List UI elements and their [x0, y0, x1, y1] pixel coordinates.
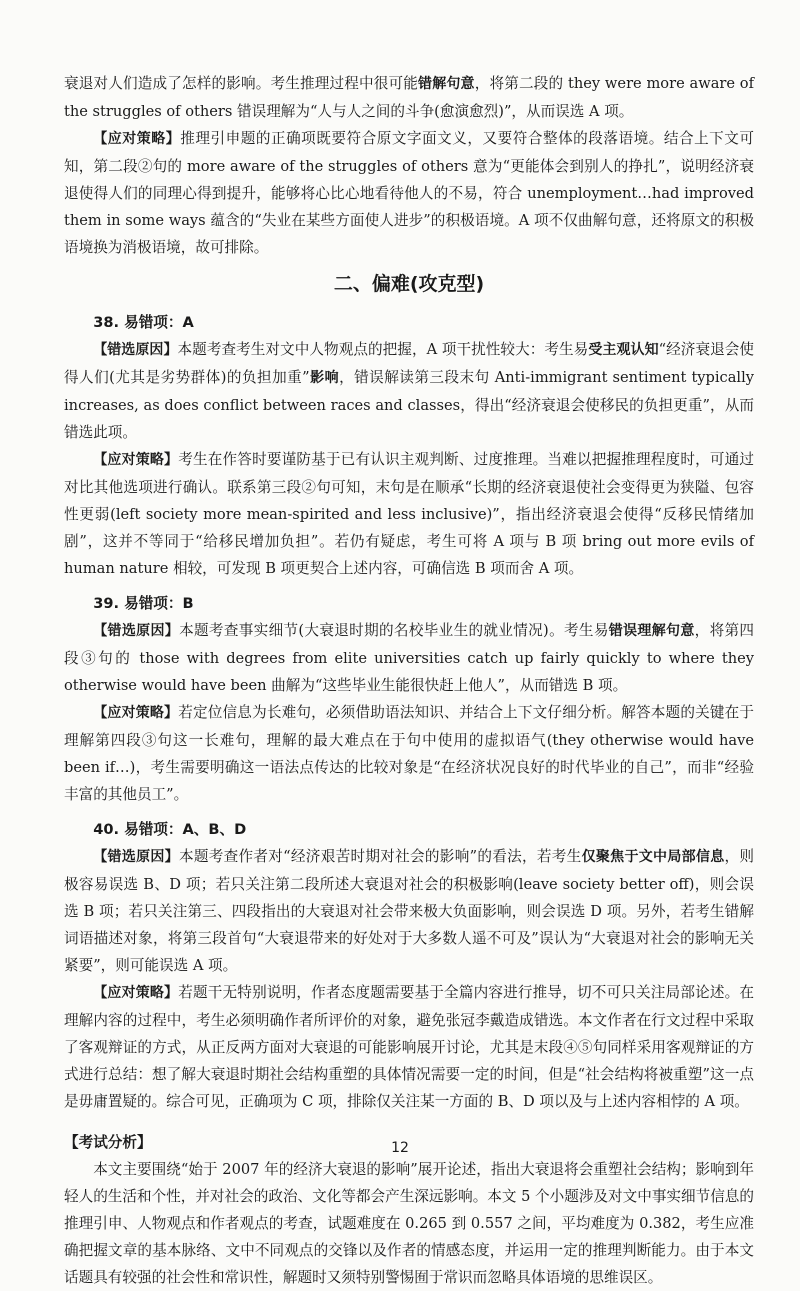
- section-title: 二、偏难(攻克型): [333, 273, 485, 295]
- strategy-text: 推理引申题的正确项既要符合原文字面文义，又要符合整体的段落语境。结合上下文可知，第二段②句的 more aware of the struggles of others 意为“更能体会到别人的挣扎”，说明经济衰退使得人们的同理心得到提升，能够将心比心地看待他人的不易，符合 unemployment…had improved them in some ways 蕴含的“失业在某些方面使人进步”的积极语境。A 项不仅曲解句意，还将原文的积极语境换为消极语境，故可排除。: [64, 130, 754, 256]
- q38-reason-c: “经济衰退会使得人们(尤其是劣势群体)的负担加重”: [64, 341, 755, 386]
- page-number: 12: [391, 1140, 409, 1156]
- q39-strategy-paragraph: [64, 699, 754, 808]
- reason-label: 【错选原因】: [93, 623, 180, 639]
- q38-reason-e: ，错误解读第三段末句 Anti-immigrant sentiment typically increases, as does conflict between races and classes，得出“经济衰退会使移民的负担更重”，从而错选此项。: [64, 369, 755, 441]
- q38-reason-paragraph: [64, 336, 754, 446]
- intro-text-c: ，将第二段的 they were more aware of the struggles of others 错误理解为“人与人之间的斗争(愈演愈烈)”，从而误选 A 项。: [64, 75, 754, 120]
- q40-reason-paragraph: [64, 843, 754, 979]
- q39-reason-emphasis: 错误理解句意: [608, 623, 695, 639]
- q38-title: 38. 易错项：A: [93, 314, 194, 331]
- q40-reason-a: 本题考查作者对“经济艰苦时期对社会的影响”的看法，若考生: [178, 848, 582, 865]
- q40-strategy-paragraph: [64, 979, 754, 1115]
- q38-strategy-paragraph: [64, 446, 754, 582]
- reason-label: 【错选原因】: [93, 849, 179, 865]
- q38-strategy-text: 考生在作答时要谨防基于已有认识主观判断、过度推理。当难以把握推理程度时，可通过对比其他选项进行确认。联系第三段②句可知，末句是在顺承“长期的经济衰退使社会变得更为狭隘、包容性更弱(left society more mean-spirited and less inclusive)”，指出经济衰退会使得“反移民情绪加剧”，这并不等同于“给移民增加负担”。若仍有疑虑，考生可将 A 项与 B 项 bring out more evils of human nature 相较，可发现 B 项更契合上述内容，可确信选 B 项而舍 A 项。: [64, 451, 754, 577]
- q38-reason-emphasis-2: 影响: [309, 370, 340, 386]
- strategy-label: 【应对策略】: [93, 452, 179, 468]
- q38-reason-emphasis-1: 受主观认知: [588, 342, 659, 358]
- exam-analysis-text: 本文主要围绕“始于 2007 年的经济大衰退的影响”展开论述，指出大衰退将会重塑社会结构；影响到年轻人的生活和个性，并对社会的政治、文化等都会产生深远影响。本文 5 个小题涉及对文中事实细节信息的推理引申、人物观点和作者观点的考查，试题难度在 0.265 到 0.557 之间，平均难度为 0.382，考生应准确把握文章的基本脉络、文中不同观点的交锋以及作者的情感态度，并运用一定的推理判断能力。由于本文话题具有较强的社会性和常识性，解题时又须特别警惕囿于常识而忽略具体语境的思维误区。: [64, 1161, 754, 1286]
- q39-strategy-text: 若定位信息为长难句，必须借助语法知识、并结合上下文仔细分析。解答本题的关键在于理解第四段③句这一长难句，理解的最大难点在于句中使用的虚拟语气(they otherwise would have been if…)，考生需要明确这一语法点传达的比较对象是“在经济状况良好的时代毕业的自己”，而非“经验丰富的其他员工”。: [64, 704, 754, 803]
- intro-paragraph: [64, 70, 754, 125]
- intro-emphasis: 错解句意: [418, 76, 475, 92]
- q39-reason-a: 本题考查事实细节(大衰退时期的名校毕业生的就业情况)。考生易: [179, 622, 609, 639]
- exam-analysis-heading: 【考试分析】: [64, 1134, 152, 1151]
- document-body: [64, 70, 754, 1291]
- strategy-label: 【应对策略】: [93, 705, 179, 721]
- q40-reason-c: ，则极容易误选 B、D 项；若只关注第二段所述大衰退对社会的积极影响(leave society better off)，则会误选 B 项；若只关注第三、四段指出的大衰退对社会带来极大负面影响，则会误选 D 项。另外，若考生错解词语描述对象，将第三段首句“大衰退带来的好处对于大多数人遥不可及”误认为“大衰退对社会的影响无关紧要”，则可能误选 A 项。: [64, 848, 754, 974]
- reason-label: 【错选原因】: [93, 342, 178, 358]
- q40-title: 40. 易错项：A、B、D: [93, 821, 247, 838]
- q39-reason-paragraph: [64, 617, 754, 699]
- intro-strategy-paragraph: [64, 125, 754, 261]
- q40-strategy-text: 若题干无特别说明，作者态度题需要基于全篇内容进行推导，切不可只关注局部论述。在理解内容的过程中，考生必须明确作者所评价的对象，避免张冠李戴造成错选。本文作者在行文过程中采取了客观辩证的方式，从正反两方面对大衰退的可能影响展开讨论，尤其是末段④⑤句同样采用客观辩证的方式进行总结：想了解大衰退时期社会结构重塑的具体情况需要一定的时间，但是“社会结构将被重塑”这一点是毋庸置疑的。综合可见，正确项为 C 项，排除仅关注某一方面的 B、D 项以及与上述内容相悖的 A 项。: [64, 984, 754, 1110]
- q39-reason-c: ，将第四段③句的 those with degrees from elite universities catch up fairly quickly to where they otherwise would have been 曲解为“这些毕业生能很快赶上他人”，从而错选 B 项。: [64, 622, 754, 694]
- q39-title: 39. 易错项：B: [93, 595, 194, 612]
- strategy-label: 【应对策略】: [93, 985, 179, 1001]
- strategy-label: 【应对策略】: [93, 131, 181, 147]
- q38-reason-a: 本题考查考生对文中人物观点的把握，A 项干扰性较大：考生易: [177, 341, 589, 358]
- q40-reason-emphasis: 仅聚焦于文中局部信息: [581, 849, 725, 865]
- intro-text-a: 衰退对人们造成了怎样的影响。考生推理过程中很可能: [64, 75, 419, 92]
